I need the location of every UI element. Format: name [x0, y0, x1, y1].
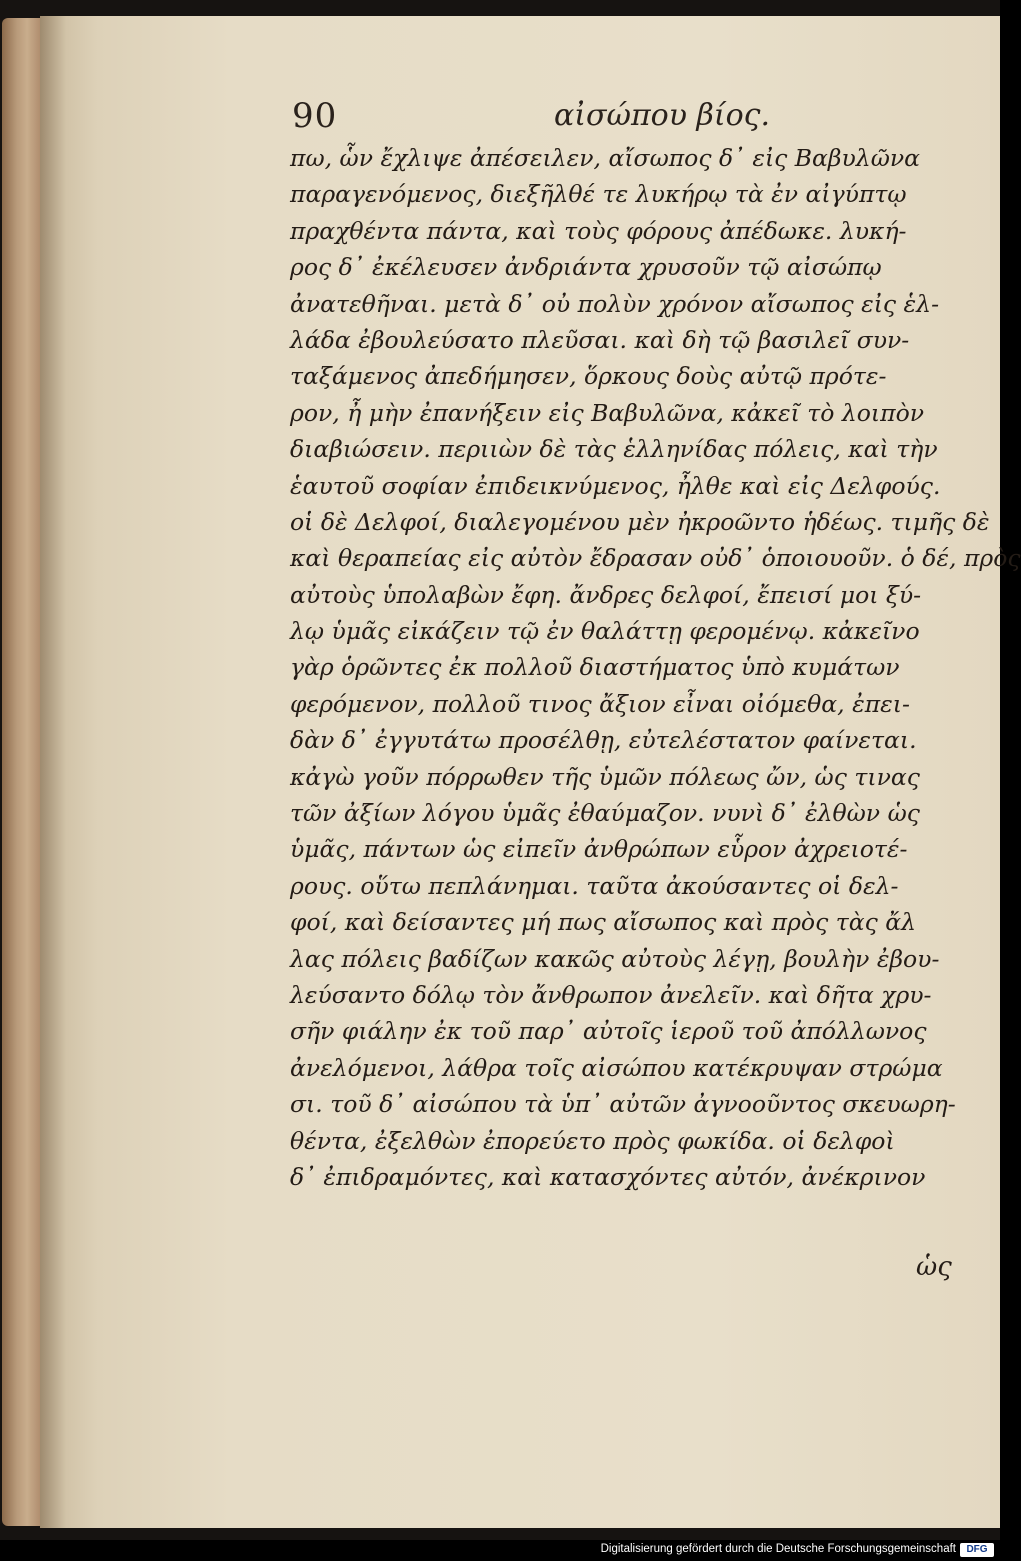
text-line: καὶ θεραπείας εἰς αὐτὸν ἔδρασαν οὐδ᾽ ὁποιουοῦν. ὁ δέ, πρὸς	[290, 544, 1021, 573]
page-header	[292, 96, 952, 142]
text-line: κἀγὼ γοῦν πόρρωθεν τῆς ὑμῶν πόλεως ὤν, ὡς τινας	[290, 762, 920, 791]
text-line: ρους. οὕτω πεπλάνημαι. ταῦτα ἀκούσαντες οἱ δελ-	[290, 871, 899, 900]
catchword: ὡς	[916, 1252, 952, 1282]
text-line: τῶν ἀξίων λόγου ὑμᾶς ἐθαύμαζον. νυνὶ δ᾽ ἐλθὼν ὡς	[290, 799, 920, 828]
text-line: σῆν φιάλην ἐκ τοῦ παρ᾽ αὐτοῖς ἱεροῦ τοῦ ἀπόλλωνος	[290, 1017, 927, 1046]
text-line: αὐτοὺς ὑπολαβὼν ἔφη. ἄνδρες δελφοί, ἔπεισί μοι ξύ-	[290, 580, 922, 609]
text-line: φερόμενον, πολλοῦ τινος ἄξιον εἶναι οἰόμεθα, ἐπει-	[290, 689, 910, 718]
text-line: θέντα, ἐξελθὼν ἐπορεύετο πρὸς φωκίδα. οἱ δελφοὶ	[290, 1126, 895, 1155]
text-line: ρος δ᾽ ἐκέλευσεν ἀνδριάντα χρυσοῦν τῷ αἰσώπῳ	[290, 253, 882, 282]
text-line: ὑμᾶς, πάντων ὡς εἰπεῖν ἀνθρώπων εὗρον ἀχρειοτέ-	[290, 835, 908, 864]
page-number: 90	[292, 96, 338, 136]
funding-credit: Digitalisierung gefördert durch die Deutsche Forschungsgemeinschaft	[600, 1543, 956, 1555]
text-line: δ᾽ ἐπιδραμόντες, καὶ κατασχόντες αὐτόν, ἀνέκρινον	[290, 1162, 926, 1191]
text-line: ρον, ἦ μὴν ἐπανήξειν εἰς Βαβυλῶνα, κἀκεῖ τὸ λοιπὸν	[290, 398, 925, 427]
running-title: αἰσώπου βίος.	[554, 98, 771, 133]
book-edge	[2, 18, 44, 1526]
text-line: δὰν δ᾽ ἐγγυτάτω προσέλθῃ, εὐτελέστατον φαίνεται.	[290, 726, 917, 755]
text-line: πραχθέντα πάντα, καὶ τοὺς φόρους ἀπέδωκε. λυκή-	[290, 216, 907, 245]
footer-bar	[0, 1540, 1000, 1561]
dfg-logo-icon: DFG	[960, 1543, 994, 1557]
text-line: πω, ὧν ἔχλιψε ἀπέσειλεν, αἴσωπος δ᾽ εἰς Βαβυλῶνα	[290, 144, 921, 172]
text-line: διαβιώσειν. περιιὼν δὲ τὰς ἑλληνίδας πόλεις, καὶ τὴν	[290, 435, 938, 464]
text-line: παραγενόμενος, διεξῆλθέ τε λυκήρῳ τὰ ἐν αἰγύπτῳ	[290, 180, 907, 209]
text-line: λας πόλεις βαδίζων κακῶς αὐτοὺς λέγῃ, βουλὴν ἐβου-	[290, 944, 940, 973]
text-line: σι. τοῦ δ᾽ αἰσώπου τὰ ὑπ᾽ αὐτῶν ἀγνοοῦντος σκευωρη-	[290, 1090, 956, 1119]
text-line: ἀνελόμενοι, λάθρα τοῖς αἰσώπου κατέκρυψαν στρώμα	[290, 1053, 943, 1082]
text-line: γὰρ ὁρῶντες ἐκ πολλοῦ διαστήματος ὑπὸ κυμάτων	[290, 653, 900, 682]
text-line: λάδα ἐβουλεύσατο πλεῦσαι. καὶ δὴ τῷ βασιλεῖ συν-	[290, 325, 910, 354]
text-line: ἑαυτοῦ σοφίαν ἐπιδεικνύμενος, ἦλθε καὶ εἰς Δελφούς.	[290, 471, 941, 500]
text-line: οἱ δὲ Δελφοί, διαλεγομένου μὲν ἠκροῶντο ἡδέως. τιμῆς δὲ	[290, 507, 990, 536]
gutter-shadow	[40, 16, 66, 1528]
text-line: φοί, καὶ δείσαντες μή πως αἴσωπος καὶ πρὸς τὰς ἄλ	[290, 908, 916, 937]
text-line: ἀνατεθῆναι. μετὰ δ᾽ οὐ πολὺν χρόνον αἴσωπος εἰς ἑλ-	[290, 289, 940, 318]
body-text	[290, 140, 1021, 1280]
text-line: λῳ ὑμᾶς εἰκάζειν τῷ ἐν θαλάττῃ φερομένῳ. κἀκεῖνο	[290, 617, 920, 646]
text-line: ταξάμενος ἀπεδήμησεν, ὅρκους δοὺς αὐτῷ πρότε-	[290, 362, 887, 391]
text-line: λεύσαντο δόλῳ τὸν ἄνθρωπον ἀνελεῖν. καὶ δῆτα χρυ-	[290, 980, 932, 1009]
